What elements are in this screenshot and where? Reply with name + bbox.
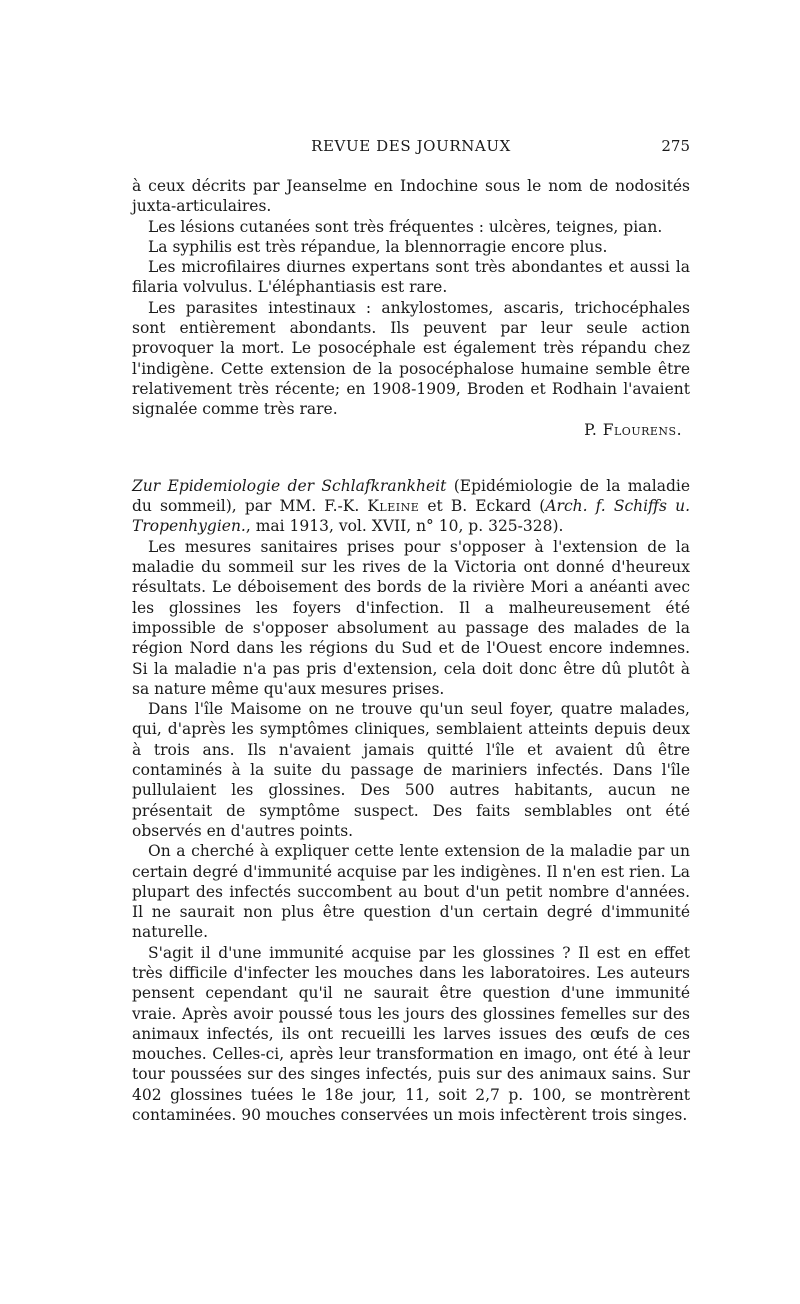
paragraph: à ceux décrits par Jeanselme en Indochine sous le nom de nodosités juxta-articulaires. [132, 177, 690, 216]
journal-name: Arch. f. Schiffs u. Tropenhygien. [132, 497, 690, 536]
paragraph: Dans l'île Maisome on ne trouve qu'un seul foyer, quatre malades, qui, d'après les symptômes cliniques, semblaient atteints depuis deux à trois ans. Ils n'avaient jamais quitté l'île et avaient dû être contaminés à la suite du passage de mariniers infectés. Dans l'île pullulaient les glossines. Des 500 autres habitants, aucun ne présentait de symptôme suspect. Des faits semblables ont été observés en d'autres points. [132, 700, 690, 840]
paragraph: Les parasites intestinaux : ankylostomes, ascaris, trichocéphales sont entièrement abondants. Ils peuvent par leur seule action provoquer la mort. Le posocéphale est également très répandu chez l'indigène. Cette extension de la posocéphalose humaine semble être relativement très récente; en 1908-1909, Broden et Rodhain l'avaient signalée comme très rare. [132, 298, 690, 419]
section-gap [132, 440, 690, 476]
review-signature: P. Flourens. [584, 420, 682, 439]
page-number: 275 [661, 137, 690, 155]
author-name: Kleine [367, 497, 420, 516]
paragraph: Les mesures sanitaires prises pour s'opposer à l'extension de la maladie du sommeil sur les rives de la Victoria ont donné d'heureux résultats. Le déboisement des bords de la rivière Mori a anéanti avec les glossines les foyers d'infection. Il a malheureusement été impossible de s'opposer absolument au passage des malades de la région Nord dans les régions du Sud et de l'Ouest encore indemnes. Si la maladie n'a pas pris d'extension, cela doit donc être dû plutôt à sa nature même qu'aux mesures prises. [132, 537, 690, 698]
paragraph: Les lésions cutanées sont très fréquentes : ulcères, teignes, pian. [148, 217, 663, 236]
paragraph: On a cherché à expliquer cette lente extension de la maladie par un certain degré d'immunité acquise par les indigènes. Il n'en est rien. La plupart des infectés succombent au bout d'un petit nombre d'années. Il ne saurait non plus être question d'un certain degré d'immunité naturelle. [132, 842, 690, 942]
title-translation: (Epidémiologie de la maladie du sommeil), par MM. F.-K. [132, 476, 690, 516]
citation-details: , mai 1913, vol. XVII, n° 10, p. 325-328). [245, 517, 564, 536]
paragraph: Les microfilaires diurnes expertans sont très abondantes et aussi la filaria volvulus. L'éléphantiasis est rare. [132, 258, 690, 297]
text-column [132, 176, 690, 1125]
running-head: REVUE DES JOURNAUX [311, 137, 511, 155]
review-citation [132, 476, 690, 537]
author-join: et B. Eckard ( [419, 497, 546, 516]
article-title: Zur Epidemiologie der Schlafkrankheit [132, 476, 447, 495]
page-header [132, 137, 690, 159]
paragraph: La syphilis est très répandue, la blennorragie encore plus. [148, 237, 608, 256]
paragraph: S'agit il d'une immunité acquise par les glossines ? Il est en effet très difficile d'infecter les mouches dans les laboratoires. Les auteurs pensent cependant qu'il ne saurait être question d'une immunité vraie. Après avoir poussé tous les jours des glossines femelles sur des animaux infectés, ils ont recueilli les larves issues des œufs de ces mouches. Celles-ci, après leur transformation en imago, ont été à leur tour poussées sur des singes infectés, puis sur des animaux sains. Sur 402 glossines tuées le 18e jour, 11, soit 2,7 p. 100, se montrèrent contaminées. 90 mouches conservées un mois infectèrent trois singes. [132, 943, 690, 1125]
